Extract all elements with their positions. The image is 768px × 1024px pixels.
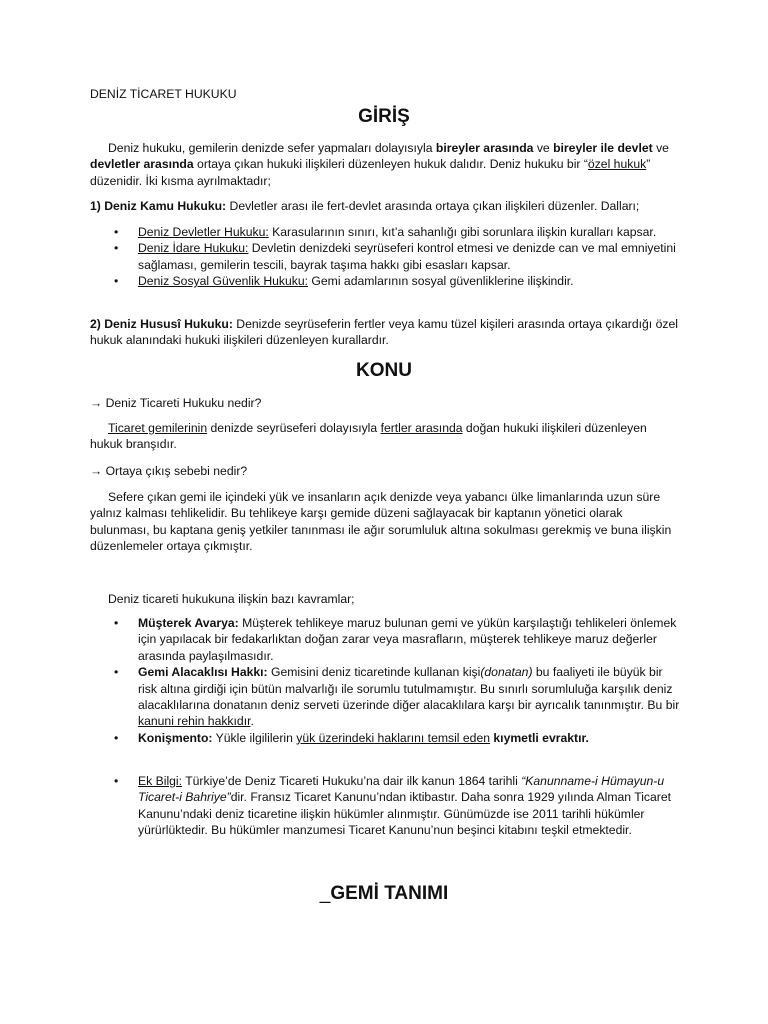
answer-1: Ticaret gemilerinin denizde seyrüseferi dolayısıyla fertler arasında doğan hukuki ilişkileri düzenleyen hukuk branşıdır. xyxy=(90,421,647,452)
heading-gemi-tanimi: _GEMİ TANIMI xyxy=(319,883,449,904)
answer-2: Sefere çıkan gemi ile içindeki yük ve insanların açık denizde veya yabancı ülke limanlarında uzun süre yalnız kalması tehlikelidir. Bu tehlikeye karşı gemide düzeni sağlayacak bir kaptanın yönetici olarak bulunması, bu kaptana geniş yetkiler tanınması ile ağır sorumluluk altına sokulması gerekmiş ve buna ilişkin düzenlemeler ortaya çıkmıştır. xyxy=(90,490,672,554)
kavramlar-intro: Deniz ticareti hukukuna ilişkin bazı kavramlar; xyxy=(108,592,355,606)
list-item: • Ek Bilgi: Türkiye’de Deniz Ticareti Hukuku’na dair ilk kanun 1864 tarihli “Kanunname-i Hümayun-u Ticaret-i Bahriye”dir. Fransız Ticaret Kanunu’ndan iktibastır. Daha sonra 1929 yılında Alman Ticaret Kanunu’ndaki deniz ticaretine ilişkin hükümler alınmıştır. Günümüzde ise 2011 tarihli hükümler yürürlüktedir. Bu hükümler manzumesi Ticaret Kanunu’nun beşinci kitabını teşkil etmektedir. xyxy=(90,773,680,839)
hususi-hukuku-paragraph: 2) Deniz Hususî Hukuku: Denizde seyrüseferin fertler veya kamu tüzel kişileri arasında ortaya çıkardığı özel hukuk alanındaki hukuki ilişkileri düzenleyen kurallardır. xyxy=(90,317,678,348)
ek-bilgi-list xyxy=(90,773,680,839)
list-item: • Müşterek Avarya: Müşterek tehlikeye maruz bulunan gemi ve yükün karşılaştığı tehlikeleri önlemek için yapılacak bir fedakarlıktan doğan zarar veya masrafların, müşterek tehlikeye maruz değerler arasında paylaşılmasıdır. xyxy=(90,615,680,664)
kavramlar-list xyxy=(90,615,680,746)
kamu-hukuku-paragraph: 1) Deniz Kamu Hukuku: Devletler arası ile fert-devlet arasında ortaya çıkan ilişkileri düzenler. Dalları; xyxy=(90,199,640,213)
list-item: • Deniz Devletler Hukuku: Karasularının sınırı, kıt’a sahanlığı gibi sorunlara ilişkin kuralları kapsar. xyxy=(90,224,680,240)
list-item: • Konişmento: Yükle ilgililerin yük üzerindeki haklarını temsil eden kıymetli evraktır. xyxy=(90,730,680,746)
intro-paragraph: Deniz hukuku, gemilerin denizde sefer yapmaları dolayısıyla bireyler arasında ve bireyler ile devlet ve devletler arasında ortaya çıkan hukuki ilişkileri düzenleyen hukuk dalıdır. Deniz hukuku bir “özel hukuk” düzenidir. İki kısma ayrılmaktadır; xyxy=(90,141,669,188)
list-item: • Gemi Alacaklısı Hakkı: Gemisini deniz ticaretinde kullanan kişi(donatan) bu faaliyeti ile büyük bir risk altına girdiği için bütün malvarlığı ile sorumlu tutulmamıştır. Bu sınırlı sorumluluğa karşılık deniz alacaklılarına donatanın deniz serveti üzerinde diğer alacaklılara karşı bir ayrıcalık tanınmıştır. Bu bir kanuni rehin hakkıdır. xyxy=(90,664,680,730)
list-item: • Deniz Sosyal Güvenlik Hukuku: Gemi adamlarının sosyal güvenliklerine ilişkindir. xyxy=(90,273,680,289)
document-title: DENİZ TİCARET HUKUKU xyxy=(90,87,237,101)
ozel-hukuk-link-text: özel hukuk xyxy=(587,157,647,172)
list-item: • Deniz İdare Hukuku: Devletin denizdeki seyrüseferi kontrol etmesi ve denizde can ve mal emniyetini sağlaması, gemilerin tescili, bayrak taşıma hakkı gibi esasları kapsar. xyxy=(90,240,680,273)
kamu-branches-list xyxy=(90,224,680,290)
heading-giris: GİRİŞ xyxy=(358,106,410,127)
heading-konu: KONU xyxy=(356,360,412,381)
question-1: → Deniz Ticareti Hukuku nedir? xyxy=(90,396,262,410)
question-2: → Ortaya çıkış sebebi nedir? xyxy=(90,464,248,478)
